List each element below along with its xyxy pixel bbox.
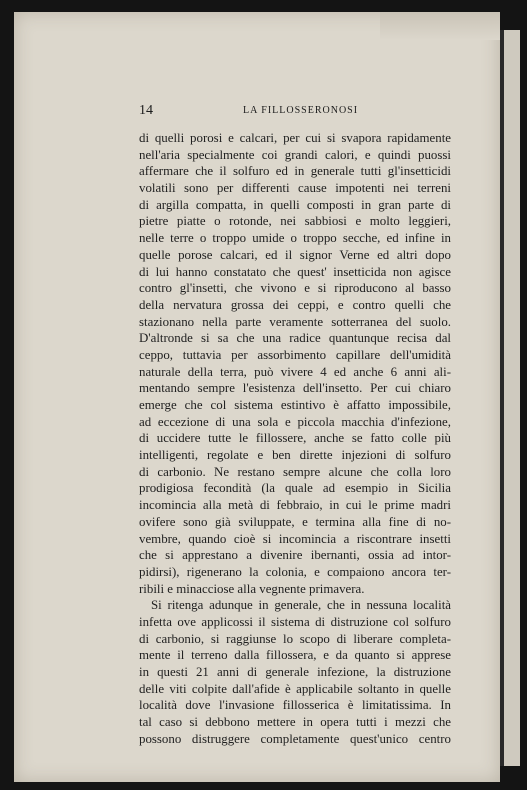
text-line: intelligenti, regolate e ben dirette injezioni di solfuro	[139, 448, 451, 463]
torn-top-edge	[380, 12, 500, 40]
text-line: ribili e minacciose alla vegnente primavera.	[139, 581, 365, 596]
text-line: ceppo, tuttavia per assorbimento capillare dell'umidità	[139, 347, 451, 362]
text-line: contro gl'insetti, che vivono e si riproducono al basso	[139, 281, 451, 296]
text-line: possono distruggere completamente quest'unico centro	[139, 731, 451, 746]
text-line: di lui hanno constatato che quest' insetticida non agisce	[139, 264, 451, 279]
text-line: ad eccezione di una sola e piccola macchia d'infezione,	[139, 414, 451, 429]
text-line: di quelli porosi e calcari, per cui si svapora rapidamente	[139, 131, 451, 145]
text-line: della nervatura grossa dei ceppi, e contro quelli che	[139, 297, 451, 312]
text-line: vembre, quando cioè si incomincia a riscontrare insetti	[139, 531, 451, 546]
text-line: di uccidere tutte le fillossere, anche se fatto colle più	[139, 431, 451, 446]
body-text	[139, 130, 451, 747]
text-line: quelle porose calcari, ed il signor Verne ed altri dopo	[139, 247, 451, 262]
text-line: stazionano nella parte veramente sotterranea del suolo.	[139, 314, 451, 329]
text-line: infetta ove applicossi il sistema di distruzione col solfuro	[139, 614, 451, 629]
text-line: mente il terreno dalla fillossera, e da quanto si apprese	[139, 648, 451, 663]
text-line: ovifere sono già sviluppate, e termina alla fine di no-	[139, 514, 451, 529]
text-line: Si ritenga adunque in generale, che in nessuna località	[151, 598, 451, 613]
text-line: località dove l'invasione fillosserica è limitatissima. In	[139, 698, 451, 713]
text-line: emerge che col sistema estintivo è affatto impossibile,	[139, 398, 451, 412]
next-page-edge	[504, 30, 520, 766]
text-line: naturale della terra, può vivere 4 ed anche 6 anni ali-	[139, 364, 451, 379]
text-line: delle viti colpite dall'afide è applicabile soltanto in quelle	[139, 681, 451, 696]
text-line: D'altronde si sa che una radice quantunque recisa dal	[139, 331, 451, 346]
text-line: pidirsi), rigenerano la colonia, e compaiono ancora ter-	[139, 564, 451, 579]
text-line: prodigiosa fecondità (la quale ad esempio in Sicilia	[139, 481, 451, 496]
text-line: di argilla compatta, in quelli composti in gran parte di	[139, 197, 451, 212]
text-line: tal caso si debbono mettere in opera tutti i mezzi che	[139, 715, 451, 730]
page-header	[139, 103, 451, 121]
text-line: in questi 21 anni di generale infezione, la distruzione	[139, 665, 451, 679]
text-line: mentando sempre l'esistenza dell'insetto. Per cui chiaro	[139, 381, 451, 396]
text-line: che si apprestano a divenire ibernanti, ossia ad intor-	[139, 548, 451, 563]
text-line: nell'aria specialmente coi grandi calori, e quindi puossi	[139, 147, 451, 162]
text-line: pietre piatte o rotonde, nei sabbiosi e molto leggieri,	[139, 214, 451, 229]
running-title: LA FILLOSSERONOSI	[243, 105, 359, 116]
text-line: di carbonio, si raggiunse lo scopo di liberare completa-	[139, 631, 451, 646]
text-line: affermare che il solfuro ed in generale tutti gl'insetticidi	[139, 164, 451, 179]
text-line: di carbonio. Ne restano sempre alcune che colla loro	[139, 464, 451, 479]
text-line: nelle terre o troppo umide o troppo secche, ed infine in	[139, 231, 451, 246]
text-line: incomincia alla metà di febbraio, in cui le prime madri	[139, 498, 451, 513]
page-number: 14	[139, 103, 153, 118]
text-line: volatili sono per differenti cause impotenti nei terreni	[139, 181, 451, 196]
